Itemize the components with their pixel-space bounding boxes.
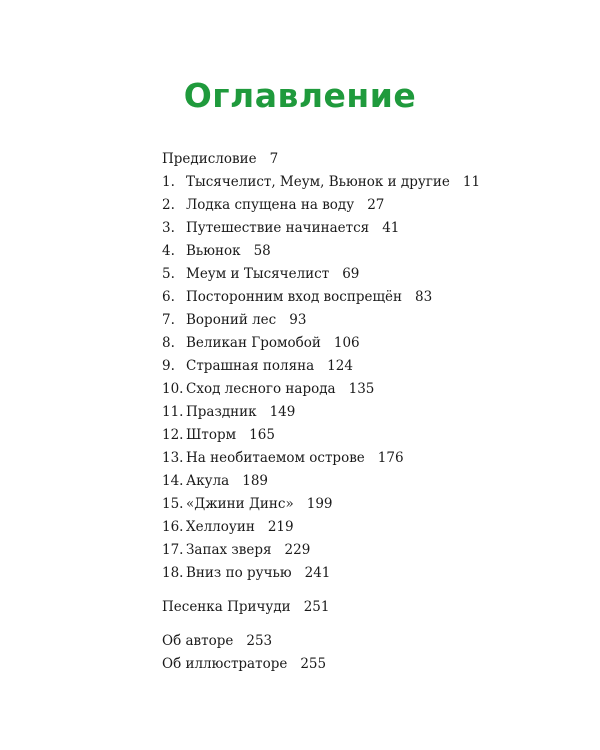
chapter-number: 11. — [162, 404, 184, 420]
toc-entry-chapter — [162, 309, 522, 332]
toc-page-number: 93 — [289, 312, 307, 328]
toc-page-number: 69 — [342, 266, 360, 282]
chapter-number: 13. — [162, 450, 184, 466]
toc-entry-chapter — [162, 217, 522, 240]
toc-page-number: 41 — [382, 220, 400, 236]
chapter-number: 2. — [162, 197, 175, 213]
toc-page-number: 255 — [300, 656, 327, 672]
chapter-number: 1. — [162, 174, 175, 190]
toc-label: Великан Громобой — [186, 335, 321, 351]
toc-label: Хеллоуин — [186, 519, 255, 535]
chapter-number: 15. — [162, 496, 184, 512]
toc-page-number: 229 — [284, 542, 311, 558]
page-title: Оглавление — [183, 76, 417, 115]
toc-page-number: 135 — [348, 381, 375, 397]
toc-label: Путешествие начинается — [186, 220, 370, 236]
chapter-number: 3. — [162, 220, 175, 236]
toc-label: Меум и Тысячелист — [186, 266, 330, 282]
chapter-number: 7. — [162, 312, 175, 328]
toc-entry-preface — [162, 148, 522, 171]
toc-entry-chapter — [162, 447, 522, 470]
toc-label: Страшная поляна — [186, 358, 315, 374]
toc-label: На необитаемом острове — [186, 450, 365, 466]
toc-page-number: 7 — [269, 151, 279, 167]
chapter-number: 8. — [162, 335, 175, 351]
toc-entry-chapter — [162, 171, 522, 194]
toc-page-number: 219 — [267, 519, 294, 535]
chapter-number: 6. — [162, 289, 175, 305]
toc-label: Тысячелист, Меум, Вьюнок и другие — [186, 174, 450, 190]
toc-label: «Джини Динс» — [186, 496, 294, 512]
table-of-contents — [162, 148, 522, 676]
toc-entry-chapter — [162, 516, 522, 539]
toc-entry-chapter — [162, 194, 522, 217]
toc-entry-about-author — [162, 630, 522, 653]
toc-page-number: 106 — [333, 335, 360, 351]
toc-label: Сход лесного народа — [186, 381, 336, 397]
toc-entry-chapter — [162, 470, 522, 493]
toc-label: Об авторе — [162, 633, 234, 649]
chapter-number: 12. — [162, 427, 184, 443]
chapter-number: 10. — [162, 381, 184, 397]
chapter-list — [162, 171, 522, 585]
toc-entry-chapter — [162, 539, 522, 562]
toc-entry-chapter — [162, 355, 522, 378]
toc-page-number: 189 — [242, 473, 269, 489]
chapter-number: 4. — [162, 243, 175, 259]
toc-label: Акула — [186, 473, 230, 489]
toc-label: Песенка Причуди — [162, 599, 291, 615]
toc-label: Предисловие — [162, 151, 257, 167]
toc-page-number: 199 — [306, 496, 333, 512]
toc-label: Вниз по ручью — [186, 565, 292, 581]
chapter-number: 5. — [162, 266, 175, 282]
toc-entry-chapter — [162, 332, 522, 355]
toc-entry-about-illustrator — [162, 653, 522, 676]
chapter-number: 14. — [162, 473, 184, 489]
toc-label: Шторм — [186, 427, 237, 443]
chapter-number: 18. — [162, 565, 184, 581]
toc-page-number: 165 — [249, 427, 275, 443]
toc-page-number: 27 — [367, 197, 385, 213]
toc-label: Запах зверя — [186, 542, 272, 558]
toc-page-number: 253 — [246, 633, 273, 649]
toc-label: Об иллюстраторе — [162, 656, 288, 672]
toc-entry-chapter — [162, 493, 522, 516]
toc-entry-song — [162, 596, 522, 619]
toc-label: Вьюнок — [186, 243, 241, 259]
toc-page-number: 58 — [253, 243, 271, 259]
toc-entry-chapter — [162, 240, 522, 263]
toc-page-number: 251 — [303, 599, 330, 615]
toc-entry-chapter — [162, 286, 522, 309]
toc-page-number: 83 — [415, 289, 433, 305]
toc-entry-chapter — [162, 378, 522, 401]
toc-page-number: 149 — [269, 404, 296, 420]
toc-page-number: 11 — [462, 174, 481, 190]
toc-entry-chapter — [162, 424, 522, 447]
toc-label: Вороний лес — [186, 312, 277, 328]
toc-page-number: 176 — [377, 450, 404, 466]
chapter-number: 16. — [162, 519, 184, 535]
toc-entry-chapter — [162, 562, 522, 585]
toc-label: Праздник — [186, 404, 257, 420]
chapter-number: 17. — [162, 542, 184, 558]
toc-label: Посторонним вход воспрещён — [186, 289, 403, 305]
toc-page-number: 124 — [327, 358, 353, 374]
toc-entry-chapter — [162, 263, 522, 286]
toc-entry-chapter — [162, 401, 522, 424]
toc-page-number: 241 — [304, 565, 331, 581]
chapter-number: 9. — [162, 358, 175, 374]
toc-label: Лодка спущена на воду — [186, 197, 355, 213]
